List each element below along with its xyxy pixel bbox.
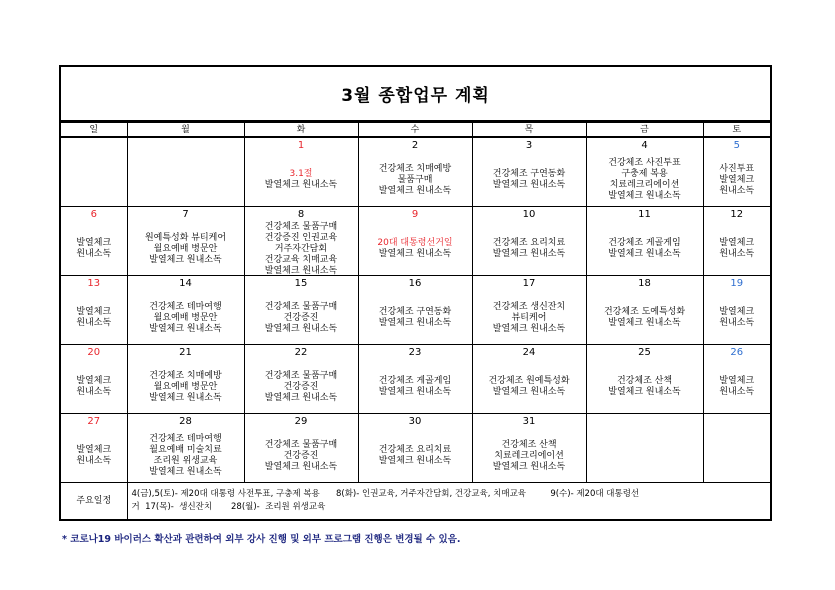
day-schedule xyxy=(587,430,703,482)
day-cell xyxy=(586,137,703,207)
day-schedule xyxy=(587,154,703,206)
schedule-line: 건강체조 요리치료 xyxy=(492,238,566,248)
day-cell xyxy=(703,276,770,345)
day-schedule xyxy=(61,223,127,275)
page-title: 3월 종합업무 계획 xyxy=(61,67,770,122)
schedule-line: 건강체조 물품구매 xyxy=(264,301,338,312)
schedule-line: 발열체크 xyxy=(719,238,755,248)
schedule-line: 치료레크리에이션 xyxy=(494,450,564,461)
weekday-header: 월 xyxy=(127,123,244,138)
schedule-line: 월요예배 미술치료 xyxy=(149,445,222,455)
day-number: 26 xyxy=(730,347,744,358)
schedule-line: 월요예배 병문안 xyxy=(153,243,218,254)
day-cell xyxy=(703,207,770,276)
day-number xyxy=(128,138,244,154)
schedule-line: 물품구매 xyxy=(397,174,433,185)
day-number: 16 xyxy=(408,278,422,289)
day-cell xyxy=(127,276,244,345)
day-schedule xyxy=(61,430,127,482)
schedule-line: 발열체크 원내소독 xyxy=(492,180,566,190)
day-cell xyxy=(358,345,472,414)
schedule-line: 발열체크 원내소독 xyxy=(492,387,566,397)
notes-label: 주요일정 xyxy=(61,483,127,520)
day-cell xyxy=(244,276,358,345)
weekday-header: 일 xyxy=(61,123,127,138)
weekday-header: 화 xyxy=(244,123,358,138)
schedule-line: 건강체조 산책 xyxy=(501,439,557,450)
schedule-line: 발열체크 원내소독 xyxy=(608,318,681,328)
schedule-line: 발열체크 원내소독 xyxy=(264,180,338,190)
weekday-header: 수 xyxy=(358,123,472,138)
schedule-line: 원내소독 xyxy=(76,318,112,328)
schedule-line: 발열체크 원내소독 xyxy=(149,323,222,334)
week-row xyxy=(61,414,770,483)
day-cell xyxy=(472,345,586,414)
schedule-line: 건강체조 구연동화 xyxy=(492,169,566,179)
schedule-line: 건강증진 xyxy=(283,312,319,323)
day-number: 20 xyxy=(87,347,101,358)
day-cell xyxy=(61,207,127,276)
day-schedule xyxy=(245,154,358,206)
schedule-line: 거주자간담회 xyxy=(274,243,328,254)
schedule-line: 발열체크 xyxy=(719,307,755,317)
day-number: 7 xyxy=(182,209,189,220)
schedule-line: 건강체조 치매예방 xyxy=(149,370,222,381)
schedule-line: 건강체조 구연동화 xyxy=(378,307,452,317)
day-schedule xyxy=(704,223,771,275)
day-schedule xyxy=(245,361,358,413)
day-schedule xyxy=(128,361,244,413)
schedule-line: 구충제 복용 xyxy=(621,169,668,179)
schedule-line: 건강체조 테마여행 xyxy=(149,301,222,312)
day-schedule xyxy=(245,430,358,482)
day-schedule xyxy=(473,430,586,482)
schedule-line: 건강교육 치매교육 xyxy=(264,254,338,265)
schedule-line: 건강체조 산책 xyxy=(616,376,673,386)
schedule-line: 발열체크 원내소독 xyxy=(492,323,566,334)
day-schedule xyxy=(704,430,771,482)
week-row xyxy=(61,137,770,207)
day-number: 27 xyxy=(87,416,101,427)
schedule-line: 발열체크 xyxy=(76,376,112,386)
day-number: 6 xyxy=(90,209,97,220)
notes-line: 4(금),5(토)- 제20대 대통령 사전투표, 구충제 복용 8(화)- 인권교육, 거주자간담회, 건강교육, 치매교육 9(수)- 제20대 대통령선 xyxy=(131,489,640,499)
day-cell xyxy=(244,345,358,414)
schedule-line: 건강체조 요리치료 xyxy=(378,445,452,455)
day-schedule xyxy=(128,292,244,344)
schedule-line: 건강증진 xyxy=(283,450,319,461)
day-cell xyxy=(127,207,244,276)
day-cell xyxy=(61,414,127,483)
day-number: 13 xyxy=(87,278,101,289)
day-schedule xyxy=(473,223,586,275)
schedule-line: 발열체크 xyxy=(76,307,112,317)
day-cell xyxy=(472,276,586,345)
day-schedule xyxy=(61,154,127,206)
day-cell xyxy=(127,137,244,207)
schedule-line: 원내소독 xyxy=(719,318,755,328)
schedule-line: 원내소독 xyxy=(719,387,755,397)
schedule-line: 발열체크 원내소독 xyxy=(149,392,222,403)
calendar-table xyxy=(61,122,770,519)
schedule-line: 발열체크 원내소독 xyxy=(378,318,452,328)
day-number: 31 xyxy=(522,416,536,427)
weekday-header: 금 xyxy=(586,123,703,138)
day-number: 30 xyxy=(408,416,422,427)
day-cell xyxy=(61,137,127,207)
day-number: 17 xyxy=(522,278,536,289)
schedule-line: 발열체크 원내소독 xyxy=(149,467,222,477)
day-schedule xyxy=(359,292,472,344)
day-schedule xyxy=(61,292,127,344)
schedule-line: 월요예배 병문안 xyxy=(153,312,218,323)
schedule-line: 발열체크 원내소독 xyxy=(264,323,338,334)
day-schedule xyxy=(245,292,358,344)
day-number xyxy=(587,414,703,430)
day-number: 2 xyxy=(411,140,419,151)
day-number: 1 xyxy=(297,140,305,151)
day-schedule xyxy=(473,361,586,413)
schedule-line: 건강체조 물품구매 xyxy=(264,221,338,232)
schedule-line: 건강증진 인권교육 xyxy=(264,232,338,243)
day-number: 28 xyxy=(179,416,192,427)
schedule-line: 발열체크 원내소독 xyxy=(264,265,338,276)
day-number: 25 xyxy=(638,347,651,358)
day-number xyxy=(704,414,771,430)
schedule-line: 건강체조 테마여행 xyxy=(149,434,222,444)
schedule-line: 건강증진 xyxy=(283,381,319,392)
day-cell xyxy=(703,414,770,483)
schedule-line: 발열체크 원내소독 xyxy=(264,461,338,472)
day-number: 19 xyxy=(730,278,744,289)
schedule-line: 원내소독 xyxy=(719,185,755,196)
day-schedule xyxy=(245,223,358,275)
schedule-line: 발열체크 원내소독 xyxy=(378,249,452,259)
schedule-line: 월요예배 병문안 xyxy=(153,381,218,392)
day-cell xyxy=(358,207,472,276)
schedule-line: 원예특성화 뷰티케어 xyxy=(144,232,227,243)
day-cell xyxy=(586,345,703,414)
day-cell xyxy=(127,345,244,414)
day-schedule xyxy=(473,154,586,206)
day-cell xyxy=(358,137,472,207)
day-schedule xyxy=(704,292,771,344)
schedule-line: 발열체크 xyxy=(76,238,112,248)
schedule-line: 건강체조 생신잔치 xyxy=(492,301,566,312)
day-cell xyxy=(472,414,586,483)
day-number: 10 xyxy=(522,209,536,220)
day-cell xyxy=(586,207,703,276)
schedule-line: 원내소독 xyxy=(719,249,755,259)
schedule-line: 뷰티케어 xyxy=(511,312,547,323)
schedule-line: 건강체조 치매예방 xyxy=(378,163,452,174)
day-number: 8 xyxy=(297,209,305,220)
day-cell xyxy=(127,414,244,483)
day-schedule xyxy=(359,223,472,275)
schedule-line: 발열체크 원내소독 xyxy=(149,254,222,265)
day-schedule xyxy=(359,361,472,413)
schedule-line: 발열체크 xyxy=(719,174,755,185)
schedule-line: 원내소독 xyxy=(76,387,112,397)
day-cell xyxy=(472,137,586,207)
day-number: 11 xyxy=(638,209,651,220)
schedule-line: 발열체크 원내소독 xyxy=(608,387,681,397)
day-schedule xyxy=(61,361,127,413)
day-cell xyxy=(703,345,770,414)
day-cell xyxy=(61,345,127,414)
day-cell xyxy=(244,414,358,483)
day-number: 14 xyxy=(179,278,192,289)
schedule-line: 발열체크 원내소독 xyxy=(608,191,681,201)
day-number: 12 xyxy=(730,209,744,220)
schedule-line: 3.1절 xyxy=(289,169,313,179)
day-cell xyxy=(586,414,703,483)
day-number xyxy=(61,138,127,154)
schedule-line: 발열체크 원내소독 xyxy=(378,456,452,466)
day-number: 4 xyxy=(641,140,648,151)
notes-line: 거 17(목)- 생신잔치 28(월)- 조리원 위생교육 xyxy=(131,502,326,512)
day-schedule xyxy=(359,430,472,482)
day-cell xyxy=(244,207,358,276)
day-schedule xyxy=(128,430,244,482)
week-row xyxy=(61,207,770,276)
calendar-sheet xyxy=(59,65,772,521)
notes-row xyxy=(61,483,770,520)
day-number: 29 xyxy=(294,416,308,427)
day-number: 15 xyxy=(294,278,308,289)
schedule-line: 건강체조 원예특성화 xyxy=(488,376,570,386)
day-cell xyxy=(61,276,127,345)
day-schedule xyxy=(704,361,771,413)
day-number: 18 xyxy=(638,278,651,289)
day-cell xyxy=(244,137,358,207)
footer-note: * 코로나19 바이러스 확산과 관련하여 외부 강사 진행 및 외부 프로그램 진행은 변경될 수 있음. xyxy=(62,534,461,545)
schedule-line: 사진투표 xyxy=(719,163,755,174)
schedule-line: 발열체크 xyxy=(719,376,755,386)
schedule-line: 원내소독 xyxy=(76,456,112,466)
day-cell xyxy=(358,414,472,483)
day-cell xyxy=(586,276,703,345)
weekday-header: 목 xyxy=(472,123,586,138)
day-number: 9 xyxy=(411,209,419,220)
day-schedule xyxy=(587,223,703,275)
day-schedule xyxy=(128,223,244,275)
schedule-line: 발열체크 원내소독 xyxy=(492,461,566,472)
day-schedule xyxy=(587,292,703,344)
schedule-line: 건강체조 물품구매 xyxy=(264,370,338,381)
day-schedule xyxy=(587,361,703,413)
day-number: 24 xyxy=(522,347,536,358)
day-number: 21 xyxy=(179,347,192,358)
schedule-line: 조리원 위생교육 xyxy=(153,456,218,466)
day-number: 3 xyxy=(525,140,533,151)
week-row xyxy=(61,276,770,345)
schedule-line: 발열체크 원내소독 xyxy=(378,185,452,196)
day-number: 5 xyxy=(733,140,740,151)
schedule-line: 치료레크리에이션 xyxy=(609,180,680,190)
schedule-line: 원내소독 xyxy=(76,249,112,259)
day-schedule xyxy=(473,292,586,344)
day-schedule xyxy=(128,154,244,206)
schedule-line: 20대 대통령선거일 xyxy=(377,238,453,248)
day-schedule xyxy=(359,154,472,206)
schedule-line: 발열체크 원내소독 xyxy=(608,249,681,259)
schedule-line: 건강체조 게골게임 xyxy=(608,238,681,248)
day-number: 23 xyxy=(408,347,422,358)
schedule-line: 건강체조 게골게임 xyxy=(378,376,452,386)
schedule-line: 발열체크 xyxy=(76,445,112,455)
schedule-line: 건강체조 도예특성화 xyxy=(603,307,686,317)
day-number: 22 xyxy=(294,347,308,358)
notes-body xyxy=(127,483,770,520)
schedule-line: 발열체크 원내소독 xyxy=(378,387,452,397)
schedule-line: 건강체조 물품구매 xyxy=(264,439,338,450)
day-cell xyxy=(472,207,586,276)
day-schedule xyxy=(704,154,771,206)
schedule-line: 발열체크 원내소독 xyxy=(264,392,338,403)
day-cell xyxy=(358,276,472,345)
day-cell xyxy=(703,137,770,207)
schedule-line: 발열체크 원내소독 xyxy=(492,249,566,259)
weekday-header-row xyxy=(61,123,770,138)
week-row xyxy=(61,345,770,414)
weekday-header: 토 xyxy=(703,123,770,138)
schedule-line: 건강체조 사진투표 xyxy=(608,158,681,168)
